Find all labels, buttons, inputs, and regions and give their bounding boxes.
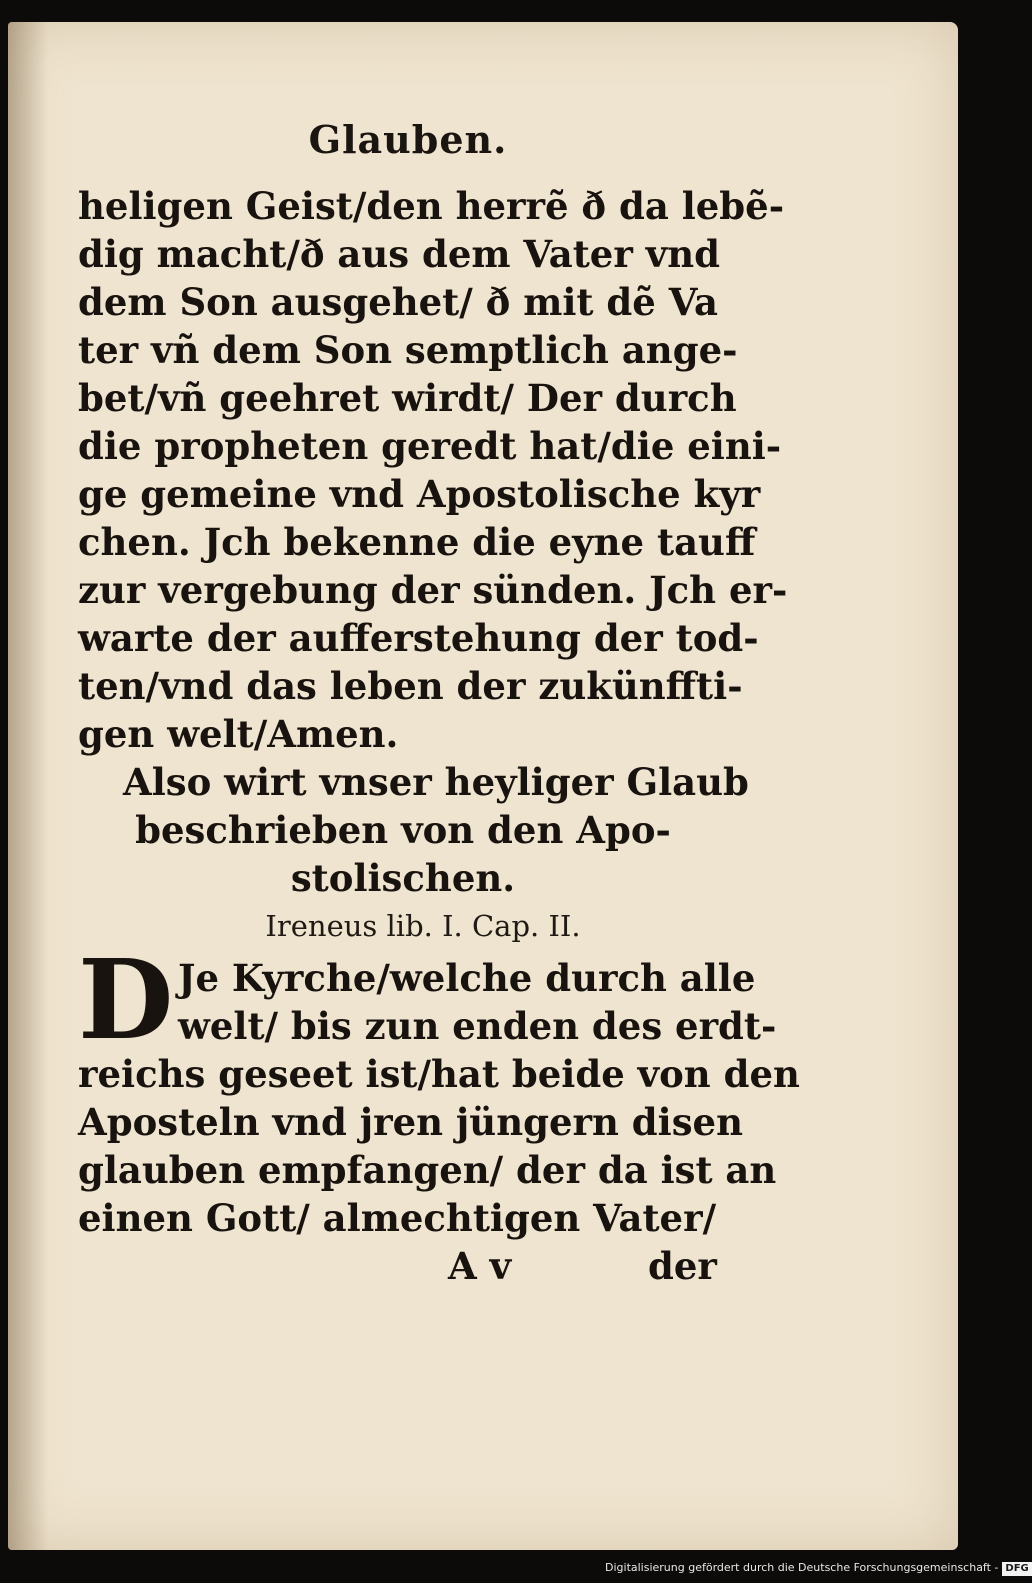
centered-heading-line: Also wirt vnser heyliger Glaub: [123, 760, 749, 804]
text-line: heligen Geist/den herrẽ ð da lebẽ-: [78, 184, 785, 228]
text-line: chen. Jch bekenne die eyne tauff: [78, 520, 756, 564]
text-line: dig macht/ð aus dem Vater vnd: [78, 232, 720, 276]
text-line: die propheten geredt hat/die eini-: [78, 424, 782, 468]
text-line: glauben empfangen/ der da ist an: [78, 1148, 777, 1192]
text-line: ge gemeine vnd Apostolische kyr: [78, 472, 761, 516]
text-line: ter vñ dem Son semptlich ange-: [78, 328, 738, 372]
text-line: einen Gott/ almechtigen Vater/: [78, 1196, 717, 1240]
text-line: ten/vnd das leben der zukünffti-: [78, 664, 743, 708]
centered-heading-line: stolischen.: [290, 856, 516, 900]
page-gutter-shadow: [8, 22, 48, 1550]
dfg-logo: DFG: [1002, 1562, 1031, 1576]
digitization-footer: [605, 1558, 1032, 1578]
footer-text: Digitalisierung gefördert durch die Deutsche Forschungsgemeinschaft -: [605, 1561, 999, 1574]
text-line: bet/vñ geehret wirdt/ Der durch: [78, 376, 737, 420]
signature-line: [78, 1242, 728, 1290]
paragraph: [78, 935, 800, 1242]
running-header: Glauben.: [308, 117, 508, 162]
catchword: der: [648, 1244, 717, 1288]
text-line: reichs geseet ist/hat beide von den: [78, 1052, 800, 1096]
text-line: warte der aufferstehung der tod-: [78, 616, 759, 660]
signature-mark: A v: [448, 1244, 512, 1288]
drop-cap: D: [78, 935, 174, 1064]
text-line: welt/ bis zun enden des erdt-: [178, 1004, 777, 1048]
text-line: dem Son ausgehet/ ð mit dẽ Va: [78, 280, 718, 324]
book-page: [8, 22, 958, 1550]
text-line: Je Kyrche/welche durch alle: [178, 956, 756, 1000]
text-line: gen welt/Amen.: [78, 712, 399, 756]
text-line: Aposteln vnd jren jüngern disen: [78, 1100, 743, 1144]
text-line: zur vergebung der sünden. Jch er-: [78, 568, 788, 612]
source-reference: Ireneus lib. I. Cap. II.: [265, 909, 581, 943]
text-block: [78, 182, 800, 1290]
centered-heading-line: beschrieben von den Apo-: [135, 808, 671, 852]
